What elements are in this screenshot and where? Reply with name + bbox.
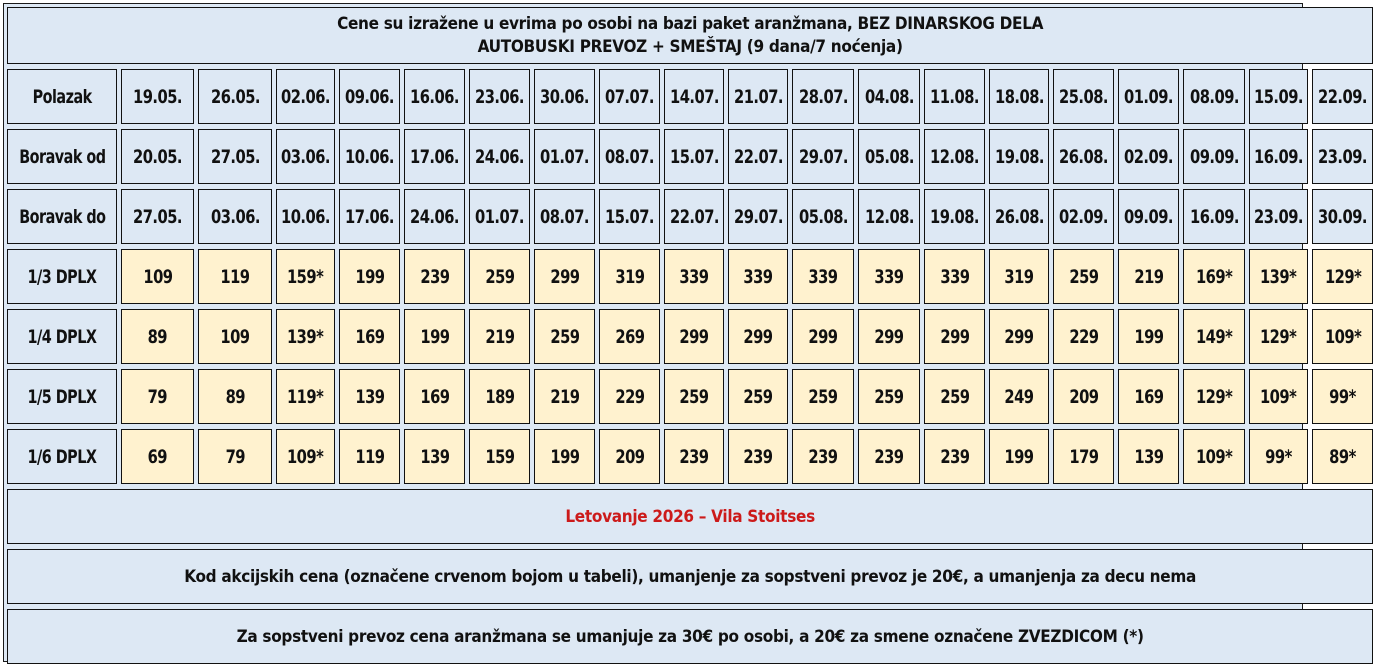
date-value: 08.09. xyxy=(1189,85,1239,108)
date-value: 19.08. xyxy=(994,145,1044,168)
stay-to-cell xyxy=(858,189,920,244)
price-cell xyxy=(276,249,335,304)
price-value: 319 xyxy=(614,265,645,288)
row-1-5-dplx xyxy=(7,369,1373,424)
price-value: 169 xyxy=(354,325,385,348)
price-cell xyxy=(121,249,194,304)
price-cell xyxy=(404,429,465,484)
date-value: 05.08. xyxy=(798,205,848,228)
price-table-frame xyxy=(3,3,1368,662)
date-value: 03.06. xyxy=(210,205,260,228)
footer-note-2-row xyxy=(7,609,1373,664)
price-value: 139* xyxy=(287,325,324,348)
price-value: 259 xyxy=(808,385,838,408)
price-cell xyxy=(339,309,400,364)
stay-from-cell xyxy=(989,129,1049,184)
price-cell xyxy=(1118,429,1179,484)
date-value: 29.07. xyxy=(798,145,848,168)
date-value: 21.07. xyxy=(733,85,783,108)
price-cell xyxy=(1053,429,1114,484)
date-value: 09.06. xyxy=(345,85,394,108)
price-value: 299 xyxy=(874,325,904,348)
date-value: 10.06. xyxy=(281,205,330,228)
departure-date-cell xyxy=(198,69,272,124)
date-value: 26.08. xyxy=(994,205,1044,228)
date-value: 16.06. xyxy=(410,85,459,108)
price-value: 209 xyxy=(1068,385,1099,408)
price-value: 169 xyxy=(419,385,450,408)
price-cell xyxy=(728,309,788,364)
departure-date-cell xyxy=(1053,69,1114,124)
price-cell xyxy=(198,429,272,484)
date-value: 25.08. xyxy=(1059,85,1108,108)
stay-from-cell xyxy=(1183,129,1245,184)
row-label xyxy=(7,429,117,484)
date-value: 26.05. xyxy=(210,85,260,108)
price-cell xyxy=(276,309,335,364)
price-value: 339 xyxy=(808,265,838,288)
date-value: 08.07. xyxy=(540,205,589,228)
price-value: 259 xyxy=(549,325,580,348)
row-label xyxy=(7,129,117,184)
row-boravak-od xyxy=(7,129,1373,184)
stay-to-cell xyxy=(276,189,335,244)
date-value: 09.09. xyxy=(1189,145,1239,168)
price-cell xyxy=(989,369,1049,424)
price-cell xyxy=(404,249,465,304)
price-value: 99* xyxy=(1329,385,1356,408)
departure-date-cell xyxy=(469,69,530,124)
departure-date-cell xyxy=(534,69,595,124)
price-cell xyxy=(121,309,194,364)
price-cell xyxy=(989,429,1049,484)
price-cell xyxy=(198,249,272,304)
date-value: 28.07. xyxy=(798,85,848,108)
departure-date-cell xyxy=(989,69,1049,124)
price-value: 239 xyxy=(419,265,450,288)
price-cell xyxy=(1053,249,1114,304)
price-cell xyxy=(664,249,724,304)
price-cell xyxy=(1183,249,1245,304)
date-value: 18.08. xyxy=(994,85,1044,108)
price-cell xyxy=(339,429,400,484)
price-value: 189 xyxy=(484,385,515,408)
price-value: 299 xyxy=(808,325,838,348)
price-table xyxy=(3,2,1377,669)
price-cell xyxy=(198,369,272,424)
departure-date-cell xyxy=(1118,69,1179,124)
price-value: 129* xyxy=(1260,325,1297,348)
price-value: 129* xyxy=(1324,265,1361,288)
stay-from-cell xyxy=(792,129,854,184)
header-line-1: Cene su izražene u evrima po osobi na bazi paket aranžmana, BEZ DINARSKOG DELA xyxy=(337,13,1044,34)
date-value: 22.07. xyxy=(669,205,719,228)
date-value: 04.08. xyxy=(864,85,914,108)
price-value: 339 xyxy=(743,265,773,288)
stay-to-cell xyxy=(599,189,660,244)
date-value: 30.06. xyxy=(540,85,589,108)
price-cell xyxy=(404,309,465,364)
price-cell xyxy=(121,429,194,484)
price-value: 89 xyxy=(147,325,168,348)
stay-to-cell xyxy=(339,189,400,244)
price-value: 139 xyxy=(419,445,450,468)
price-cell xyxy=(469,249,530,304)
offer-title: Letovanje 2026 – Vila Stoitses xyxy=(7,489,1373,544)
price-cell xyxy=(1249,369,1308,424)
price-value: 199 xyxy=(1004,445,1034,468)
stay-to-cell xyxy=(404,189,465,244)
price-value: 299 xyxy=(939,325,970,348)
date-value: 09.09. xyxy=(1124,205,1173,228)
departure-date-cell xyxy=(1183,69,1245,124)
price-value: 239 xyxy=(808,445,838,468)
price-cell xyxy=(339,369,400,424)
departure-date-cell xyxy=(664,69,724,124)
price-value: 109* xyxy=(1195,445,1233,468)
stay-to-cell xyxy=(198,189,272,244)
price-cell xyxy=(534,309,595,364)
date-value: 22.09. xyxy=(1318,85,1368,108)
date-value: 27.05. xyxy=(133,205,182,228)
date-value: 19.05. xyxy=(133,85,182,108)
stay-from-cell xyxy=(1053,129,1114,184)
price-cell xyxy=(664,309,724,364)
price-value: 239 xyxy=(874,445,904,468)
row-label-text: 1/6 DPLX xyxy=(27,445,97,468)
price-value: 109* xyxy=(287,445,324,468)
date-value: 01.07. xyxy=(475,205,524,228)
price-value: 339 xyxy=(939,265,970,288)
price-value: 109* xyxy=(1324,325,1361,348)
price-value: 259 xyxy=(679,385,709,408)
date-value: 01.07. xyxy=(540,145,589,168)
price-cell xyxy=(599,309,660,364)
date-value: 27.05. xyxy=(210,145,260,168)
price-value: 139* xyxy=(1260,265,1297,288)
header-line-2: AUTOBUSKI PREVOZ + SMEŠTAJ (9 dana/7 noćenja) xyxy=(477,36,903,57)
stay-to-cell xyxy=(1312,189,1373,244)
header-cell xyxy=(7,7,1373,64)
price-cell xyxy=(534,369,595,424)
date-value: 16.09. xyxy=(1189,205,1239,228)
stay-from-cell xyxy=(1249,129,1308,184)
price-value: 259 xyxy=(484,265,515,288)
date-value: 02.09. xyxy=(1124,145,1173,168)
price-cell xyxy=(469,369,530,424)
row-label xyxy=(7,309,117,364)
price-cell xyxy=(924,249,985,304)
date-value: 17.06. xyxy=(345,205,394,228)
price-value: 149* xyxy=(1195,325,1233,348)
stay-to-cell xyxy=(1183,189,1245,244)
date-value: 10.06. xyxy=(345,145,394,168)
discount-note: Kod akcijskih cena (označene crvenom bojom u tabeli), umanjenje za sopstveni prevoz je 20€, a umanjenja za decu nema xyxy=(7,549,1373,604)
price-cell xyxy=(276,429,335,484)
stay-to-cell xyxy=(924,189,985,244)
stay-from-cell xyxy=(664,129,724,184)
date-value: 08.07. xyxy=(605,145,654,168)
price-cell xyxy=(858,369,920,424)
price-value: 159 xyxy=(484,445,515,468)
price-value: 69 xyxy=(147,445,168,468)
departure-date-cell xyxy=(404,69,465,124)
price-cell xyxy=(792,249,854,304)
departure-date-cell xyxy=(728,69,788,124)
price-value: 169 xyxy=(1133,385,1164,408)
departure-date-cell xyxy=(599,69,660,124)
stay-from-cell xyxy=(276,129,335,184)
stay-to-cell xyxy=(989,189,1049,244)
date-value: 29.07. xyxy=(733,205,783,228)
price-cell xyxy=(198,309,272,364)
price-value: 209 xyxy=(614,445,645,468)
price-value: 89* xyxy=(1329,445,1356,468)
price-cell xyxy=(1312,369,1373,424)
date-value: 11.08. xyxy=(930,85,979,108)
price-value: 319 xyxy=(1004,265,1034,288)
price-cell xyxy=(1249,429,1308,484)
date-value: 07.07. xyxy=(605,85,654,108)
header-row xyxy=(7,7,1373,64)
price-value: 199 xyxy=(549,445,580,468)
price-cell xyxy=(924,429,985,484)
price-value: 79 xyxy=(225,445,245,468)
stay-to-cell xyxy=(1249,189,1308,244)
price-value: 229 xyxy=(614,385,645,408)
price-cell xyxy=(534,429,595,484)
price-value: 159* xyxy=(287,265,324,288)
departure-date-cell xyxy=(276,69,335,124)
stay-from-cell xyxy=(121,129,194,184)
date-value: 12.08. xyxy=(864,205,914,228)
stay-from-cell xyxy=(534,129,595,184)
price-cell xyxy=(792,309,854,364)
stay-to-cell xyxy=(664,189,724,244)
price-cell xyxy=(599,429,660,484)
price-value: 199 xyxy=(1133,325,1164,348)
date-value: 05.08. xyxy=(864,145,914,168)
price-cell xyxy=(339,249,400,304)
stay-to-cell xyxy=(121,189,194,244)
price-cell xyxy=(121,369,194,424)
stay-to-cell xyxy=(1053,189,1114,244)
stay-from-cell xyxy=(339,129,400,184)
date-value: 23.09. xyxy=(1318,145,1368,168)
footer-title-row xyxy=(7,489,1373,544)
stay-to-cell xyxy=(469,189,530,244)
row-boravak-do xyxy=(7,189,1373,244)
price-value: 219 xyxy=(1133,265,1164,288)
price-cell xyxy=(989,249,1049,304)
price-value: 299 xyxy=(1004,325,1034,348)
price-cell xyxy=(1312,309,1373,364)
row-polazak xyxy=(7,69,1373,124)
departure-date-cell xyxy=(1312,69,1373,124)
date-value: 22.07. xyxy=(733,145,783,168)
stay-from-cell xyxy=(1312,129,1373,184)
price-value: 219 xyxy=(484,325,515,348)
date-value: 17.06. xyxy=(410,145,459,168)
price-cell xyxy=(404,369,465,424)
date-value: 23.06. xyxy=(475,85,524,108)
price-cell xyxy=(858,309,920,364)
price-cell xyxy=(599,249,660,304)
price-cell xyxy=(1183,309,1245,364)
stay-to-cell xyxy=(534,189,595,244)
price-cell xyxy=(728,369,788,424)
departure-date-cell xyxy=(121,69,194,124)
stay-from-cell xyxy=(404,129,465,184)
price-cell xyxy=(1053,309,1114,364)
price-cell xyxy=(1118,249,1179,304)
price-value: 299 xyxy=(743,325,773,348)
row-1-6-dplx xyxy=(7,429,1373,484)
price-cell xyxy=(1312,429,1373,484)
price-value: 129* xyxy=(1195,385,1233,408)
price-value: 219 xyxy=(549,385,580,408)
date-value: 24.06. xyxy=(410,205,459,228)
date-value: 03.06. xyxy=(281,145,330,168)
price-cell xyxy=(664,369,724,424)
departure-date-cell xyxy=(1249,69,1308,124)
row-label xyxy=(7,369,117,424)
price-value: 109* xyxy=(1260,385,1297,408)
departure-date-cell xyxy=(339,69,400,124)
price-cell xyxy=(792,369,854,424)
stay-from-cell xyxy=(924,129,985,184)
price-cell xyxy=(1249,249,1308,304)
price-cell xyxy=(858,249,920,304)
price-value: 239 xyxy=(939,445,970,468)
price-value: 299 xyxy=(549,265,580,288)
price-cell xyxy=(1183,429,1245,484)
price-value: 99* xyxy=(1265,445,1292,468)
price-value: 139 xyxy=(354,385,385,408)
stay-from-cell xyxy=(469,129,530,184)
price-cell xyxy=(469,429,530,484)
footer-note-1-row xyxy=(7,549,1373,604)
price-cell xyxy=(989,309,1049,364)
stay-to-cell xyxy=(728,189,788,244)
stay-from-cell xyxy=(858,129,920,184)
price-value: 269 xyxy=(614,325,645,348)
price-value: 259 xyxy=(939,385,970,408)
date-value: 19.08. xyxy=(930,205,979,228)
row-1-3-dplx xyxy=(7,249,1373,304)
price-cell xyxy=(1053,369,1114,424)
price-value: 259 xyxy=(1068,265,1099,288)
price-cell xyxy=(1312,249,1373,304)
price-value: 179 xyxy=(1068,445,1099,468)
price-value: 119* xyxy=(287,385,324,408)
price-cell xyxy=(1183,369,1245,424)
row-label-text: Boravak od xyxy=(18,145,106,168)
row-label-text: Boravak do xyxy=(18,205,106,228)
price-value: 199 xyxy=(419,325,450,348)
price-cell xyxy=(1118,309,1179,364)
price-value: 259 xyxy=(874,385,904,408)
price-cell xyxy=(1118,369,1179,424)
date-value: 20.05. xyxy=(133,145,182,168)
date-value: 23.09. xyxy=(1254,205,1303,228)
price-cell xyxy=(728,429,788,484)
row-label-text: 1/3 DPLX xyxy=(27,265,97,288)
departure-date-cell xyxy=(858,69,920,124)
stay-from-cell xyxy=(728,129,788,184)
price-value: 339 xyxy=(874,265,904,288)
price-cell xyxy=(728,249,788,304)
price-cell xyxy=(924,369,985,424)
date-value: 01.09. xyxy=(1124,85,1173,108)
price-value: 199 xyxy=(354,265,385,288)
date-value: 12.08. xyxy=(930,145,979,168)
price-value: 339 xyxy=(679,265,709,288)
stay-from-cell xyxy=(1118,129,1179,184)
price-cell xyxy=(858,429,920,484)
departure-date-cell xyxy=(924,69,985,124)
date-value: 15.09. xyxy=(1254,85,1303,108)
date-value: 14.07. xyxy=(669,85,719,108)
departure-date-cell xyxy=(792,69,854,124)
row-label-text: 1/5 DPLX xyxy=(27,385,97,408)
price-cell xyxy=(1249,309,1308,364)
row-label-text: Polazak xyxy=(32,85,92,108)
row-label xyxy=(7,69,117,124)
price-value: 169* xyxy=(1195,265,1233,288)
stay-from-cell xyxy=(198,129,272,184)
price-value: 239 xyxy=(743,445,773,468)
price-value: 109 xyxy=(220,325,250,348)
stay-to-cell xyxy=(1118,189,1179,244)
price-value: 89 xyxy=(225,385,245,408)
date-value: 15.07. xyxy=(605,205,654,228)
date-value: 02.09. xyxy=(1059,205,1108,228)
price-value: 79 xyxy=(147,385,168,408)
price-value: 299 xyxy=(679,325,709,348)
price-value: 229 xyxy=(1068,325,1099,348)
price-cell xyxy=(534,249,595,304)
price-cell xyxy=(664,429,724,484)
price-cell xyxy=(276,369,335,424)
price-value: 249 xyxy=(1004,385,1034,408)
stay-from-cell xyxy=(599,129,660,184)
row-label-text: 1/4 DPLX xyxy=(27,325,97,348)
row-1-4-dplx xyxy=(7,309,1373,364)
price-cell xyxy=(599,369,660,424)
date-value: 30.09. xyxy=(1318,205,1368,228)
stay-to-cell xyxy=(792,189,854,244)
date-value: 26.08. xyxy=(1059,145,1108,168)
price-value: 109 xyxy=(142,265,173,288)
price-cell xyxy=(469,309,530,364)
price-value: 259 xyxy=(743,385,773,408)
date-value: 15.07. xyxy=(669,145,719,168)
row-label xyxy=(7,189,117,244)
price-cell xyxy=(924,309,985,364)
date-value: 16.09. xyxy=(1254,145,1303,168)
price-cell xyxy=(792,429,854,484)
date-value: 24.06. xyxy=(475,145,524,168)
price-value: 239 xyxy=(679,445,709,468)
own-transport-note: Za sopstveni prevoz cena aranžmana se umanjuje za 30€ po osobi, a 20€ za smene označene ZVEZDICOM (*) xyxy=(7,609,1373,664)
price-value: 139 xyxy=(1133,445,1164,468)
price-value: 119 xyxy=(354,445,385,468)
row-label xyxy=(7,249,117,304)
date-value: 02.06. xyxy=(281,85,330,108)
price-value: 119 xyxy=(220,265,250,288)
